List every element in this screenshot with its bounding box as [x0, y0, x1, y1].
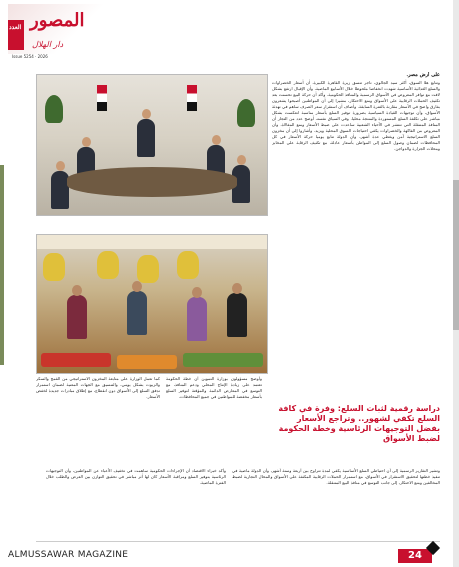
- person-head: [82, 137, 91, 147]
- shopper-figure: [67, 295, 87, 339]
- banana-bunch-icon: [97, 251, 119, 279]
- orange-crate: [117, 355, 177, 369]
- article-bottom-left-column: وأكد خبراء الاقتصاد أن الإجراءات الحكومية ساهمت في تخفيف الأعباء عن المواطنين، وأن التوجيهات الرئاسية بتوفير السلع ومراقبة الأسعار كان لها أثر مباشر في تحقيق التوازن بين العرض والطلب خلال الفترة الماضية.: [46, 468, 226, 485]
- article-body: وتتابع هلا السوق، أكثر سيد الجالوي، تاجر تتسق زيرة القاهرة الكبيرة، أن أسعار الخضراوات والسلع الغذائية الأساسية شهدت انخفاضا ملحوظا خلال الأسابيع الماضية، وأن الإقبال ارتفع بشكل لافت مع توافر المعروض في الأسواق الرسمية والمنافذ الحكومية. وأكد أن حركة البيع تحسنت بعد تكثيف الحملات الرقابية على الأسواق ومنع الاحتكار، مشيرا إلى أن المواطنين أصبحوا يشعرون بفارق واضح في الأسعار مقارنة بالفترة السابقة. وأضاف أن استقرار سعر الصرف ساهم في تهدئة الأسواق، وأن توجيهات القيادة السياسية بضرورة توفير السلع بأسعار مناسبة انعكست بشكل مباشر على تكلفة السلع المستوردة والمنتجة محليا. وفي السياق نفسه، أوضح عدد من التجار أن المنافذ المتنقلة التي تنتشر في الأحياء الشعبية ساعدت على ضبط الأسعار ومنع المغالاة، وأن المعروض من الفاكهة والخضراوات يكفي احتياجات السوق المحلية ويزيد. وأشاروا إلى أن مخزون السلع الاستراتيجية آمن ويغطي عدة أشهر، وأن الدولة تتابع يوميا حركة الأسعار في كل المحافظات لضمان وصول السلع إلى المواطن بأسعار عادلة، مع تكثيف الرقابة على المخابز ومحلات الجزارة والدواجن.: [272, 80, 440, 151]
- market-photo: [36, 234, 268, 374]
- page-number-badge: [398, 549, 432, 563]
- issue-meta: Issue 5254 · 2026: [12, 54, 48, 59]
- article-middle-column: وأوضح مسؤولون بوزارة التموين أن خطة الحكومة تعتمد على زيادة الإنتاج المحلي ودعم المنافذ، مع التوسع في المعارض الدائمة والمؤقتة لتوفير السلع بأسعار مخفضة للمواطنين في جميع المحافظات.: [166, 376, 262, 399]
- meeting-photo: [36, 74, 268, 216]
- publisher-name: دار الهلال: [32, 40, 64, 49]
- person-head: [192, 287, 202, 298]
- flag-icon: [97, 85, 107, 111]
- vegetable-crate: [183, 353, 263, 367]
- tomato-crate: [41, 353, 111, 367]
- article-bottom-right-column: وتشير التقارير الرسمية إلى أن احتياطي السلع الأساسية يكفي لمدة تتراوح بين أربعة وستة أشهر، وأن الدولة ماضية في تنفيذ خطتها لتحقيق الاستقرار في الأسواق، مع استمرار الحملات الرقابية المكثفة على الأسواق والمحال التجارية لضبط المخالفين ومنع الاحتكار، إلى جانب التوسع في منافذ البيع المتنقلة.: [232, 468, 440, 485]
- article-lead: على أرض مصر.: [406, 72, 440, 78]
- person-head: [232, 283, 242, 294]
- masthead: [0, 0, 150, 62]
- shopper-figure: [127, 291, 147, 335]
- adjacent-page-edge: [453, 0, 459, 567]
- article-left-column: كما تعمل الوزارة على متابعة المخزون الاستراتيجي من القمح والسكر والزيوت بشكل يومي، والتنسيق مع الجهات المعنية لضمان استمرار تدفق السلع إلى الأسواق دون انقطاع، مع إطلاق مبادرات جديدة لخفض الأسعار.: [36, 376, 160, 399]
- flag-icon: [187, 85, 197, 111]
- person-head: [212, 135, 221, 145]
- footer-divider: [36, 541, 440, 542]
- person-head: [237, 155, 246, 165]
- banana-bunch-icon: [137, 255, 159, 283]
- banana-bunch-icon: [177, 251, 199, 279]
- conference-table: [67, 167, 237, 197]
- person-figure: [137, 119, 155, 157]
- plant-icon: [237, 99, 255, 127]
- market-awning: [37, 235, 267, 249]
- magazine-footer-name: ALMUSSAWAR MAGAZINE: [8, 550, 129, 560]
- person-figure: [51, 171, 69, 209]
- shopper-figure: [187, 297, 207, 341]
- shopper-figure: [227, 293, 247, 337]
- person-head: [142, 109, 151, 119]
- issue-label: العدد: [9, 24, 22, 31]
- page-number: 24: [408, 550, 422, 561]
- person-head: [72, 285, 82, 296]
- magazine-logo-title: المصور: [30, 10, 85, 31]
- left-edge-photo-sliver: [0, 165, 4, 365]
- adjacent-page-accent: [453, 180, 459, 330]
- article-headline: دراسة رقمية لثبات السلع: وفرة في كافة السلع تكفي لشهور.. وتراجع الأسعار بفضل التوجيهات الرئاسية وخطة الحكومة لضبط الأسواق: [278, 404, 440, 443]
- person-head: [132, 281, 142, 292]
- plant-icon: [45, 95, 63, 123]
- banana-bunch-icon: [43, 253, 65, 281]
- person-head: [56, 161, 65, 171]
